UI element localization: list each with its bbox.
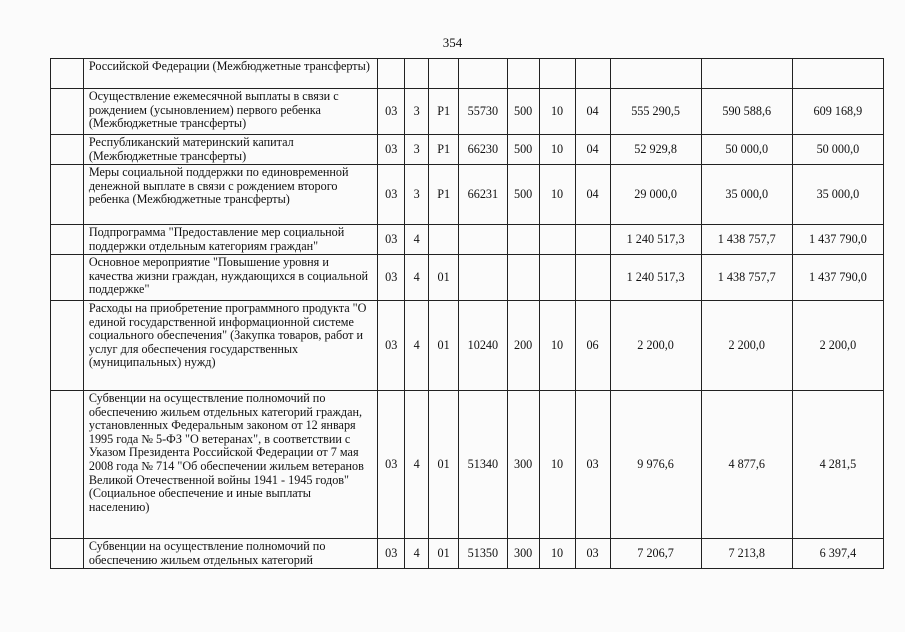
table-row: [51, 89, 884, 135]
amount-year-1-cell: 2 200,0: [610, 301, 701, 391]
row-name-cell: Осуществление ежемесячной выплаты в связи с рождением (усыновлением) первого ребенка (Межбюджетные трансферты): [83, 89, 378, 135]
code-subdivision-cell: 04: [575, 135, 610, 165]
amount-year-3-cell: 1 437 790,0: [792, 255, 883, 301]
code-section-cell: 03: [378, 89, 404, 135]
table-body: [51, 59, 884, 569]
code-section-cell: 03: [378, 165, 404, 225]
code-direction-cell: 66231: [458, 165, 507, 225]
table-row: [51, 135, 884, 165]
page-number: 354: [442, 35, 463, 50]
code-subdivision-cell: 03: [575, 391, 610, 539]
table-row: [51, 165, 884, 225]
code-subprogram-cell: 4: [404, 539, 428, 569]
amount-year-3-cell: 609 168,9: [792, 89, 883, 135]
amount-year-1-cell: 9 976,6: [610, 391, 701, 539]
code-subdivision-cell: 06: [575, 301, 610, 391]
amount-year-2-cell: 1 438 757,7: [701, 225, 792, 255]
code-direction-cell: 51350: [458, 539, 507, 569]
code-subprogram-cell: 4: [404, 391, 428, 539]
table-row: [51, 539, 884, 569]
amount-year-3-cell: 35 000,0: [792, 165, 883, 225]
row-name-cell: Субвенции на осуществление полномочий по обеспечению жильем отдельных категорий граждан, установленных Федеральным законом от 12 января 1995 года № 5-ФЗ "О ветеранах", в соответствии с Указом Президента Российской Федерации от 7 мая 2008 года № 714 "Об обеспечении жильем ветеранов Великой Отечественной войны 1941 - 1945 годов" (Социальное обеспечение и иные выплаты населению): [83, 391, 378, 539]
amount-year-3-cell: 2 200,0: [792, 301, 883, 391]
code-subprogram-cell: 4: [404, 255, 428, 301]
code-expense-type-cell: [507, 255, 539, 301]
code-event-cell: [429, 225, 459, 255]
amount-year-3-cell: 50 000,0: [792, 135, 883, 165]
code-subprogram-cell: [404, 59, 428, 89]
amount-year-1-cell: 7 206,7: [610, 539, 701, 569]
table-row: [51, 391, 884, 539]
row-name-cell: Меры социальной поддержки по единовременной денежной выплате в связи с рождением второго ребенка (Межбюджетные трансферты): [83, 165, 378, 225]
code-event-cell: P1: [429, 135, 459, 165]
code-subprogram-cell: 3: [404, 89, 428, 135]
amount-year-1-cell: 555 290,5: [610, 89, 701, 135]
amount-year-1-cell: [610, 59, 701, 89]
blank-cell: [51, 59, 84, 89]
code-subprogram-cell: 4: [404, 225, 428, 255]
table-row: [51, 225, 884, 255]
amount-year-2-cell: 50 000,0: [701, 135, 792, 165]
code-section-cell: 03: [378, 539, 404, 569]
blank-cell: [51, 255, 84, 301]
code-expense-type-cell: 300: [507, 391, 539, 539]
amount-year-3-cell: 4 281,5: [792, 391, 883, 539]
code-direction-cell: 10240: [458, 301, 507, 391]
amount-year-3-cell: 6 397,4: [792, 539, 883, 569]
code-division-cell: [539, 255, 575, 301]
amount-year-1-cell: 29 000,0: [610, 165, 701, 225]
code-section-cell: 03: [378, 391, 404, 539]
code-direction-cell: 51340: [458, 391, 507, 539]
amount-year-3-cell: 1 437 790,0: [792, 225, 883, 255]
row-name-cell: Республиканский материнский капитал (Межбюджетные трансферты): [83, 135, 378, 165]
code-direction-cell: [458, 255, 507, 301]
code-division-cell: 10: [539, 135, 575, 165]
row-name-cell: Подпрограмма "Предоставление мер социальной поддержки отдельным категориям граждан": [83, 225, 378, 255]
code-section-cell: 03: [378, 225, 404, 255]
code-direction-cell: [458, 59, 507, 89]
code-division-cell: 10: [539, 165, 575, 225]
blank-cell: [51, 539, 84, 569]
code-subdivision-cell: 04: [575, 89, 610, 135]
code-subprogram-cell: 3: [404, 165, 428, 225]
table-row: [51, 59, 884, 89]
code-subdivision-cell: [575, 225, 610, 255]
code-expense-type-cell: 200: [507, 301, 539, 391]
blank-cell: [51, 301, 84, 391]
amount-year-2-cell: 4 877,6: [701, 391, 792, 539]
amount-year-2-cell: 2 200,0: [701, 301, 792, 391]
amount-year-3-cell: [792, 59, 883, 89]
code-expense-type-cell: [507, 225, 539, 255]
budget-table: [50, 58, 884, 569]
code-division-cell: 10: [539, 391, 575, 539]
code-division-cell: 10: [539, 539, 575, 569]
code-subdivision-cell: 04: [575, 165, 610, 225]
code-direction-cell: [458, 225, 507, 255]
code-subdivision-cell: [575, 59, 610, 89]
code-expense-type-cell: 500: [507, 89, 539, 135]
amount-year-2-cell: [701, 59, 792, 89]
row-name-cell: Субвенции на осуществление полномочий по обеспечению жильем отдельных категорий: [83, 539, 378, 569]
code-subdivision-cell: [575, 255, 610, 301]
code-subdivision-cell: 03: [575, 539, 610, 569]
code-event-cell: P1: [429, 89, 459, 135]
code-section-cell: [378, 59, 404, 89]
amount-year-2-cell: 7 213,8: [701, 539, 792, 569]
code-subprogram-cell: 3: [404, 135, 428, 165]
code-section-cell: 03: [378, 301, 404, 391]
amount-year-1-cell: 52 929,8: [610, 135, 701, 165]
code-expense-type-cell: [507, 59, 539, 89]
code-expense-type-cell: 500: [507, 165, 539, 225]
code-division-cell: [539, 59, 575, 89]
code-division-cell: 10: [539, 301, 575, 391]
table-row: [51, 255, 884, 301]
code-division-cell: 10: [539, 89, 575, 135]
row-name-cell: Расходы на приобретение программного продукта "О единой государственной информационной системе социального обеспечения" (Закупка товаров, работ и услуг для обеспечения государственных (муниципальных) нужд): [83, 301, 378, 391]
amount-year-2-cell: 590 588,6: [701, 89, 792, 135]
code-section-cell: 03: [378, 135, 404, 165]
blank-cell: [51, 89, 84, 135]
code-event-cell: 01: [429, 255, 459, 301]
table-row: [51, 301, 884, 391]
amount-year-1-cell: 1 240 517,3: [610, 255, 701, 301]
code-event-cell: 01: [429, 301, 459, 391]
code-division-cell: [539, 225, 575, 255]
code-direction-cell: 66230: [458, 135, 507, 165]
blank-cell: [51, 165, 84, 225]
code-direction-cell: 55730: [458, 89, 507, 135]
code-event-cell: 01: [429, 539, 459, 569]
code-expense-type-cell: 300: [507, 539, 539, 569]
blank-cell: [51, 391, 84, 539]
code-event-cell: P1: [429, 165, 459, 225]
row-name-cell: Основное мероприятие "Повышение уровня и качества жизни граждан, нуждающихся в социальной поддержке": [83, 255, 378, 301]
row-name-cell: Российской Федерации (Межбюджетные трансферты): [83, 59, 378, 89]
amount-year-2-cell: 1 438 757,7: [701, 255, 792, 301]
blank-cell: [51, 225, 84, 255]
code-subprogram-cell: 4: [404, 301, 428, 391]
amount-year-1-cell: 1 240 517,3: [610, 225, 701, 255]
code-expense-type-cell: 500: [507, 135, 539, 165]
code-section-cell: 03: [378, 255, 404, 301]
blank-cell: [51, 135, 84, 165]
code-event-cell: [429, 59, 459, 89]
amount-year-2-cell: 35 000,0: [701, 165, 792, 225]
code-event-cell: 01: [429, 391, 459, 539]
